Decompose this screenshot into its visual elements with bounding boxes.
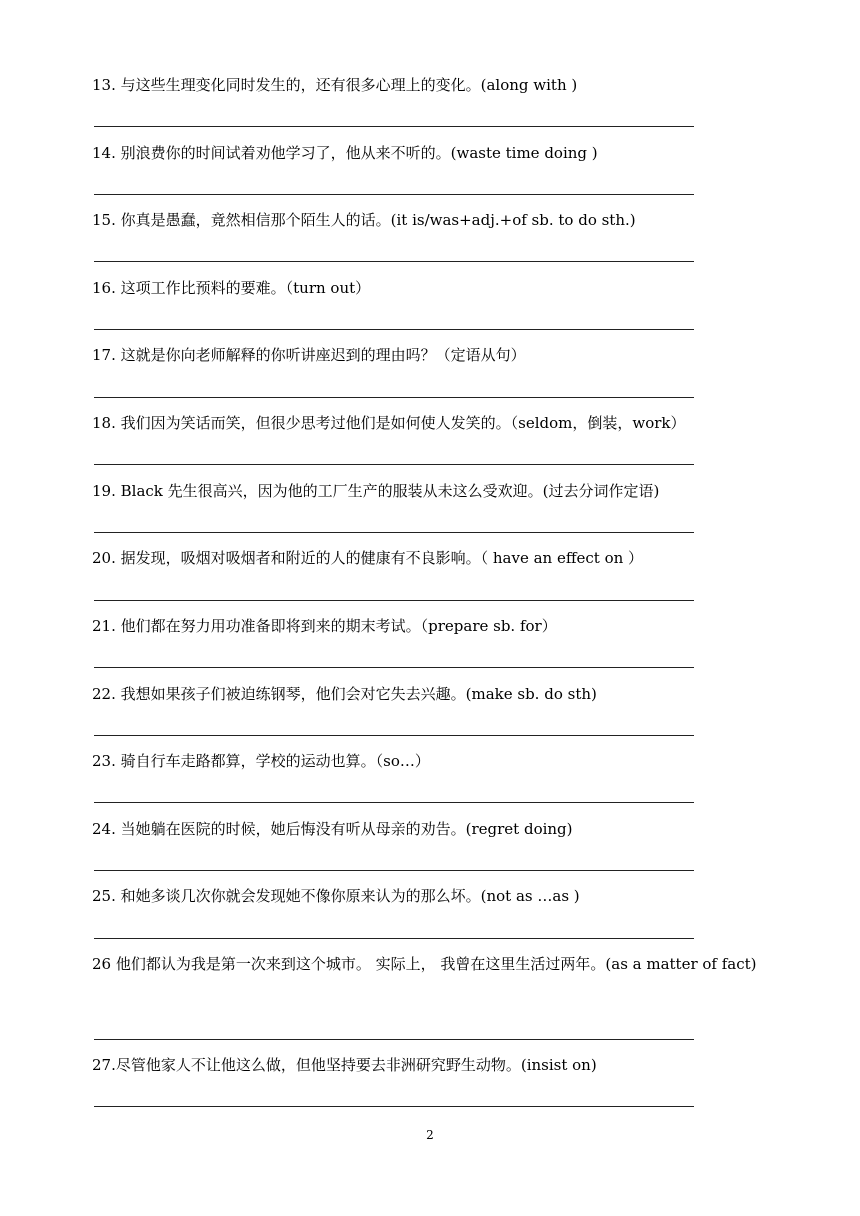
answer-line-24[interactable] [94, 870, 694, 871]
question-27 [92, 1054, 792, 1076]
question-24 [92, 818, 792, 840]
question-prompt: 17. 这就是你向老师解释的你听讲座迟到的理由吗？（定语从句） [92, 346, 526, 364]
question-20 [92, 547, 792, 569]
answer-line-17[interactable] [94, 397, 694, 398]
question-prompt: 24. 当她躺在医院的时候，她后悔没有听从母亲的劝告。(regret doing) [92, 820, 573, 838]
question-prompt: 19. Black 先生很高兴，因为他的工厂生产的服装从未这么受欢迎。(过去分词作定语) [92, 482, 660, 500]
question-prompt: 23. 骑自行车走路都算，学校的运动也算。（so…） [92, 752, 430, 770]
answer-line-18[interactable] [94, 464, 694, 465]
answer-line-23[interactable] [94, 802, 694, 803]
question-25 [92, 885, 792, 907]
question-23 [92, 750, 792, 772]
answer-line-16[interactable] [94, 329, 694, 330]
question-14 [92, 142, 792, 164]
answer-line-14[interactable] [94, 194, 694, 195]
question-26 [92, 947, 792, 981]
question-prompt: 16. 这项工作比预料的要难。（turn out） [92, 279, 371, 297]
question-prompt: 25. 和她多谈几次你就会发现她不像你原来认为的那么坏。(not as …as ) [92, 887, 580, 905]
page-number: 2 [426, 1128, 434, 1142]
question-prompt: 26 他们都认为我是第一次来到这个城市。 实际上， 我曾在这里生活过两年。(as a matter of fact) [92, 955, 757, 973]
question-13 [92, 74, 792, 96]
question-prompt: 20. 据发现，吸烟对吸烟者和附近的人的健康有不良影响。（ have an effect on ） [92, 549, 644, 567]
question-prompt: 14. 别浪费你的时间试着劝他学习了，他从来不听的。(waste time doing ) [92, 144, 598, 162]
question-prompt: 15. 你真是愚蠢，竟然相信那个陌生人的话。(it is/was+adj.+of sb. to do sth.) [92, 211, 636, 229]
answer-line-22[interactable] [94, 735, 694, 736]
answer-line-20[interactable] [94, 600, 694, 601]
question-18 [92, 412, 792, 434]
answer-line-26[interactable] [94, 1039, 694, 1040]
answer-line-15[interactable] [94, 261, 694, 262]
answer-line-21[interactable] [94, 667, 694, 668]
question-15 [92, 209, 792, 231]
question-16 [92, 277, 792, 299]
question-prompt: 21. 他们都在努力用功准备即将到来的期末考试。（prepare sb. for） [92, 617, 557, 635]
question-21 [92, 615, 792, 637]
question-prompt: 13. 与这些生理变化同时发生的，还有很多心理上的变化。(along with ) [92, 76, 578, 94]
answer-line-19[interactable] [94, 532, 694, 533]
question-prompt: 18. 我们因为笑话而笑，但很少思考过他们是如何使人发笑的。（seldom，倒装，work） [92, 414, 686, 432]
answer-line-13[interactable] [94, 126, 694, 127]
answer-line-25[interactable] [94, 938, 694, 939]
question-22 [92, 683, 792, 705]
question-prompt: 27.尽管他家人不让他这么做，但他坚持要去非洲研究野生动物。(insist on) [92, 1056, 597, 1074]
question-17 [92, 344, 792, 366]
answer-line-27[interactable] [94, 1106, 694, 1107]
question-19 [92, 480, 792, 502]
question-prompt: 22. 我想如果孩子们被迫练钢琴，他们会对它失去兴趣。(make sb. do sth) [92, 685, 597, 703]
